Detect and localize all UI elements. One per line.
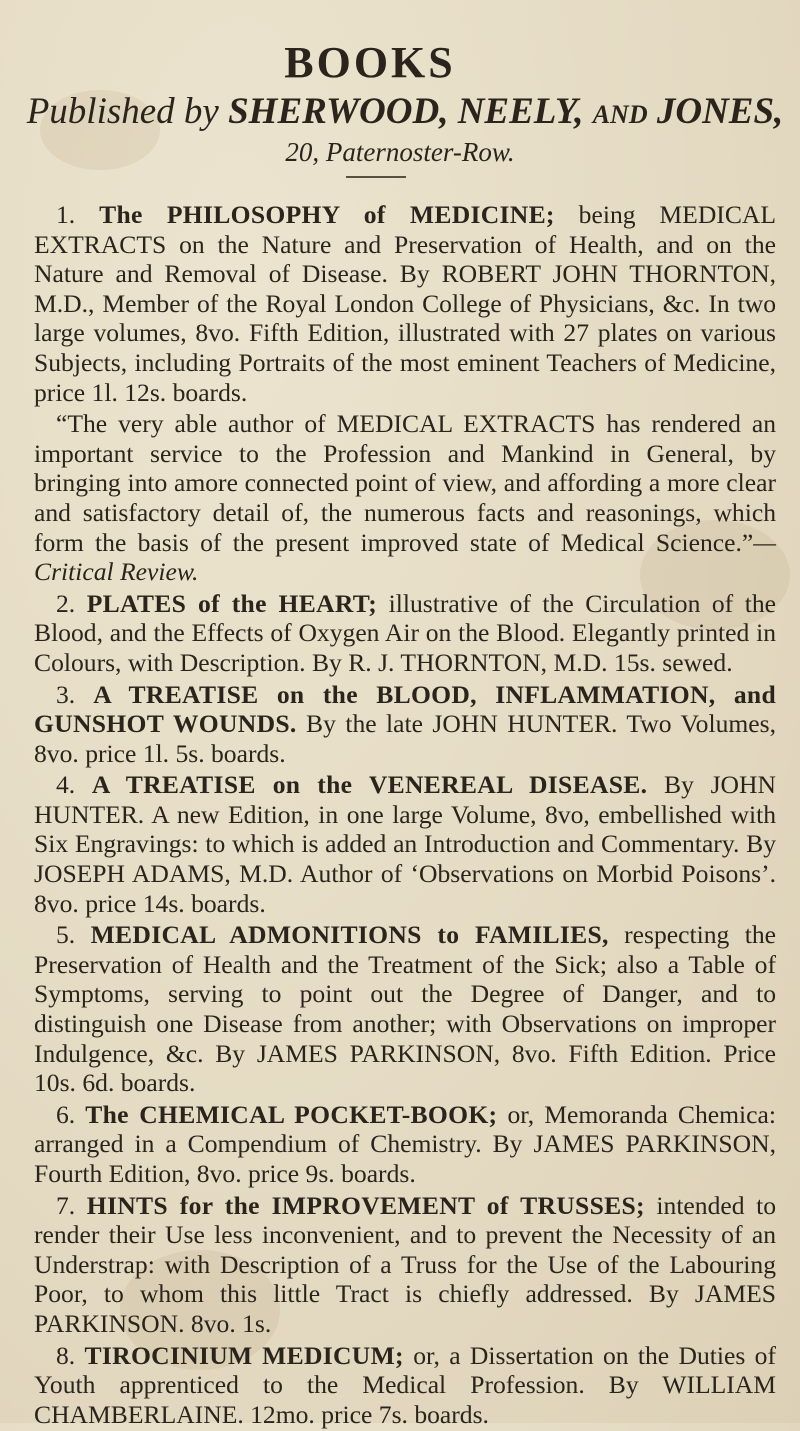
- publisher-address: 20, Paternoster-Row.: [285, 137, 515, 167]
- entry-text: illustrative of the Circulation of the Blood, and the Effects of Oxygen Air on the Blood. Elegantly printed in Colours, with Description. By R. J. THORNTON, M.D. 15s. sewed.: [34, 588, 776, 677]
- entry-text: intended to render their Use less inconvenient, and to prevent the Necessity of an Understrap: with Description of a Truss for the Use of the Labouring Poor, to whom this little Tract is chiefly addressed. By JAMES PARKINSON. 8vo. 1s.: [34, 1190, 776, 1338]
- entry-title: A TREATISE on the BLOOD, INFLAMMATION, and GUNSHOT WOUNDS.: [34, 679, 776, 739]
- header-divider: [346, 176, 406, 178]
- entry-title: MEDICAL ADMONITIONS to FAMILIES,: [90, 920, 609, 950]
- quote-source: —Critical Review.: [34, 527, 776, 587]
- entry-text: By JOHN HUNTER. A new Edition, in one large Volume, 8vo, embellished with Six Engravings: to which is added an Introduction and Commentary. By JOSEPH ADAMS, M.D. Author of ‘Observations on Morbid Poisons’. 8vo. price 14s. boards.: [34, 770, 776, 918]
- book-list: [34, 200, 776, 1431]
- publishers-name: SHERWOOD, NEELY, and JONES,: [228, 91, 784, 132]
- header-publishers-line: [10, 90, 800, 134]
- quote-text: “The very able author of MEDICAL EXTRACTS has rendered an important service to the Profession and Mankind in General, by bringing into amore connected point of view, and affording a more clear and satisfactory detail of, the numerous facts and reasonings, which form the basis of the present improved state of Medical Science.”: [34, 409, 776, 557]
- published-prefix: Published by: [26, 91, 219, 132]
- entry-text: By the late JOHN HUNTER. Two Volumes, 8vo. price 1l. 5s. boards.: [34, 709, 776, 768]
- entry-text: or, Memoranda Chemica: arranged in a Compendium of Chemistry. By JAMES PARKINSON, Fourth Edition, 8vo. price 9s. boards.: [34, 1099, 776, 1188]
- book-entry-3: [34, 680, 776, 769]
- entry-number: 6.: [56, 1099, 76, 1129]
- header-title: BOOKS: [284, 38, 456, 87]
- entry-title: The CHEMICAL POCKET-BOOK;: [85, 1099, 498, 1129]
- entry-title: TIROCINIUM MEDICUM;: [84, 1340, 404, 1370]
- entry-number: 2.: [56, 588, 76, 618]
- book-entry-6: [34, 1100, 776, 1189]
- entry-number: 5.: [56, 920, 76, 950]
- entry-number: 8.: [56, 1340, 76, 1370]
- entry-number: 1.: [56, 200, 76, 229]
- entry-number: 7.: [56, 1190, 76, 1220]
- entry-title: PLATES of the HEART;: [86, 588, 378, 618]
- book-entry-4: [34, 770, 776, 918]
- entry-text: respecting the Preservation of Health and the Treatment of the Sick; also a Table of Symptoms, serving to point out the Degree of Danger, and to distinguish one Disease from another; with Observations on improper Indulgence, &c. By JAMES PARKINSON, 8vo. Fifth Edition. Price 10s. 6d. boards.: [34, 920, 776, 1098]
- entry-number: 3.: [56, 679, 76, 709]
- entry-number: 4.: [56, 770, 76, 800]
- book-entry-2: [34, 589, 776, 678]
- book-entry-1: [34, 200, 776, 407]
- review-quote: [34, 409, 776, 587]
- book-entry-8: [34, 1341, 776, 1430]
- entry-text: being MEDICAL EXTRACTS on the Nature and Preservation of Health, and on the Nature and Removal of Disease. By ROBERT JOHN THORNTON, M.D., Member of the Royal London College of Physicians, &c. In two large volumes, 8vo. Fifth Edition, illustrated with 27 plates on various Subjects, including Portraits of the most eminent Teachers of Medicine, price 1l. 12s. boards.: [34, 200, 777, 407]
- entry-text: or, a Dissertation on the Duties of Youth apprenticed to the Medical Profession. By WILLIAM CHAMBERLAINE. 12mo. price 7s. boards.: [34, 1340, 776, 1429]
- entry-title: A TREATISE on the VENEREAL DISEASE.: [91, 770, 648, 800]
- entry-title: HINTS for the IMPROVEMENT of TRUSSES;: [86, 1190, 645, 1220]
- header: [0, 40, 800, 168]
- entry-title: The PHILOSOPHY of MEDICINE;: [99, 200, 555, 229]
- book-entry-5: [34, 920, 776, 1098]
- book-entry-7: [34, 1191, 776, 1339]
